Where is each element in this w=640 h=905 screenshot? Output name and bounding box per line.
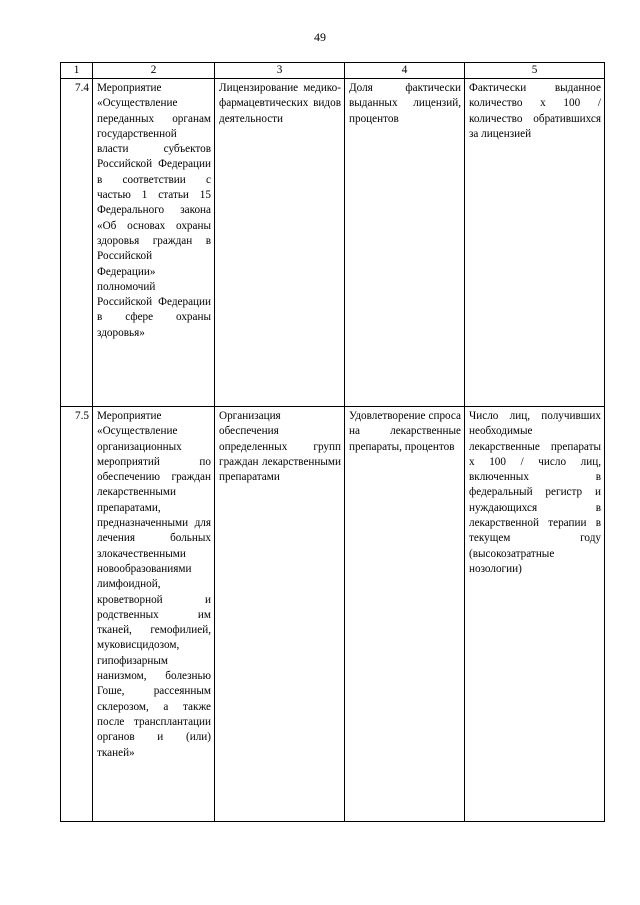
- description-cell: Организация обеспечения определенных групп граждан лекарственными препаратами: [215, 407, 345, 822]
- table-header-row: [61, 63, 605, 79]
- column-header: 5: [465, 63, 605, 79]
- row-number: 7.5: [61, 407, 93, 822]
- formula-cell: Фактически выданное количество x 100 / количество обратившихся за лицензией: [465, 79, 605, 407]
- event-name-cell: Мероприятие «Осуществление организационных мероприятий по обеспечению граждан лекарственными препаратами, предназначенными для лечения больных злокачественными новообразованиями лимфоидной, кроветворной и родственных им тканей, гемофилией, муковисцидозом, гипофизарным нанизмом, болезнью Гоше, рассеянным склерозом, а также после трансплантации органов и (или) тканей»: [93, 407, 215, 822]
- column-header: 2: [93, 63, 215, 79]
- formula-cell: Число лиц, получивших необходимые лекарственные препараты x 100 / число лиц, включенных в федеральный регистр и нуждающихся в лекарственной терапии в текущем году (высокозатратные нозологии): [465, 407, 605, 822]
- row-number: 7.4: [61, 79, 93, 407]
- indicators-table: [60, 62, 605, 822]
- page-number: 49: [314, 30, 326, 44]
- column-header: 4: [345, 63, 465, 79]
- table-row: [61, 407, 605, 822]
- table-row: [61, 79, 605, 407]
- column-header: 3: [215, 63, 345, 79]
- indicator-cell: Удовлетворение спроса на лекарственные препараты, процентов: [345, 407, 465, 822]
- indicator-cell: Доля фактически выданных лицензий, процентов: [345, 79, 465, 407]
- column-header: 1: [61, 63, 93, 79]
- event-name-cell: Мероприятие «Осуществление переданных органам государственной власти субъектов Российской Федерации в соответствии с частью 1 статьи 15 Федерального закона «Об основах охраны здоровья граждан в Российской Федерации» полномочий Российской Федерации в сфере охраны здоровья»: [93, 79, 215, 407]
- description-cell: Лицензирование медико-фармацевтических видов деятельности: [215, 79, 345, 407]
